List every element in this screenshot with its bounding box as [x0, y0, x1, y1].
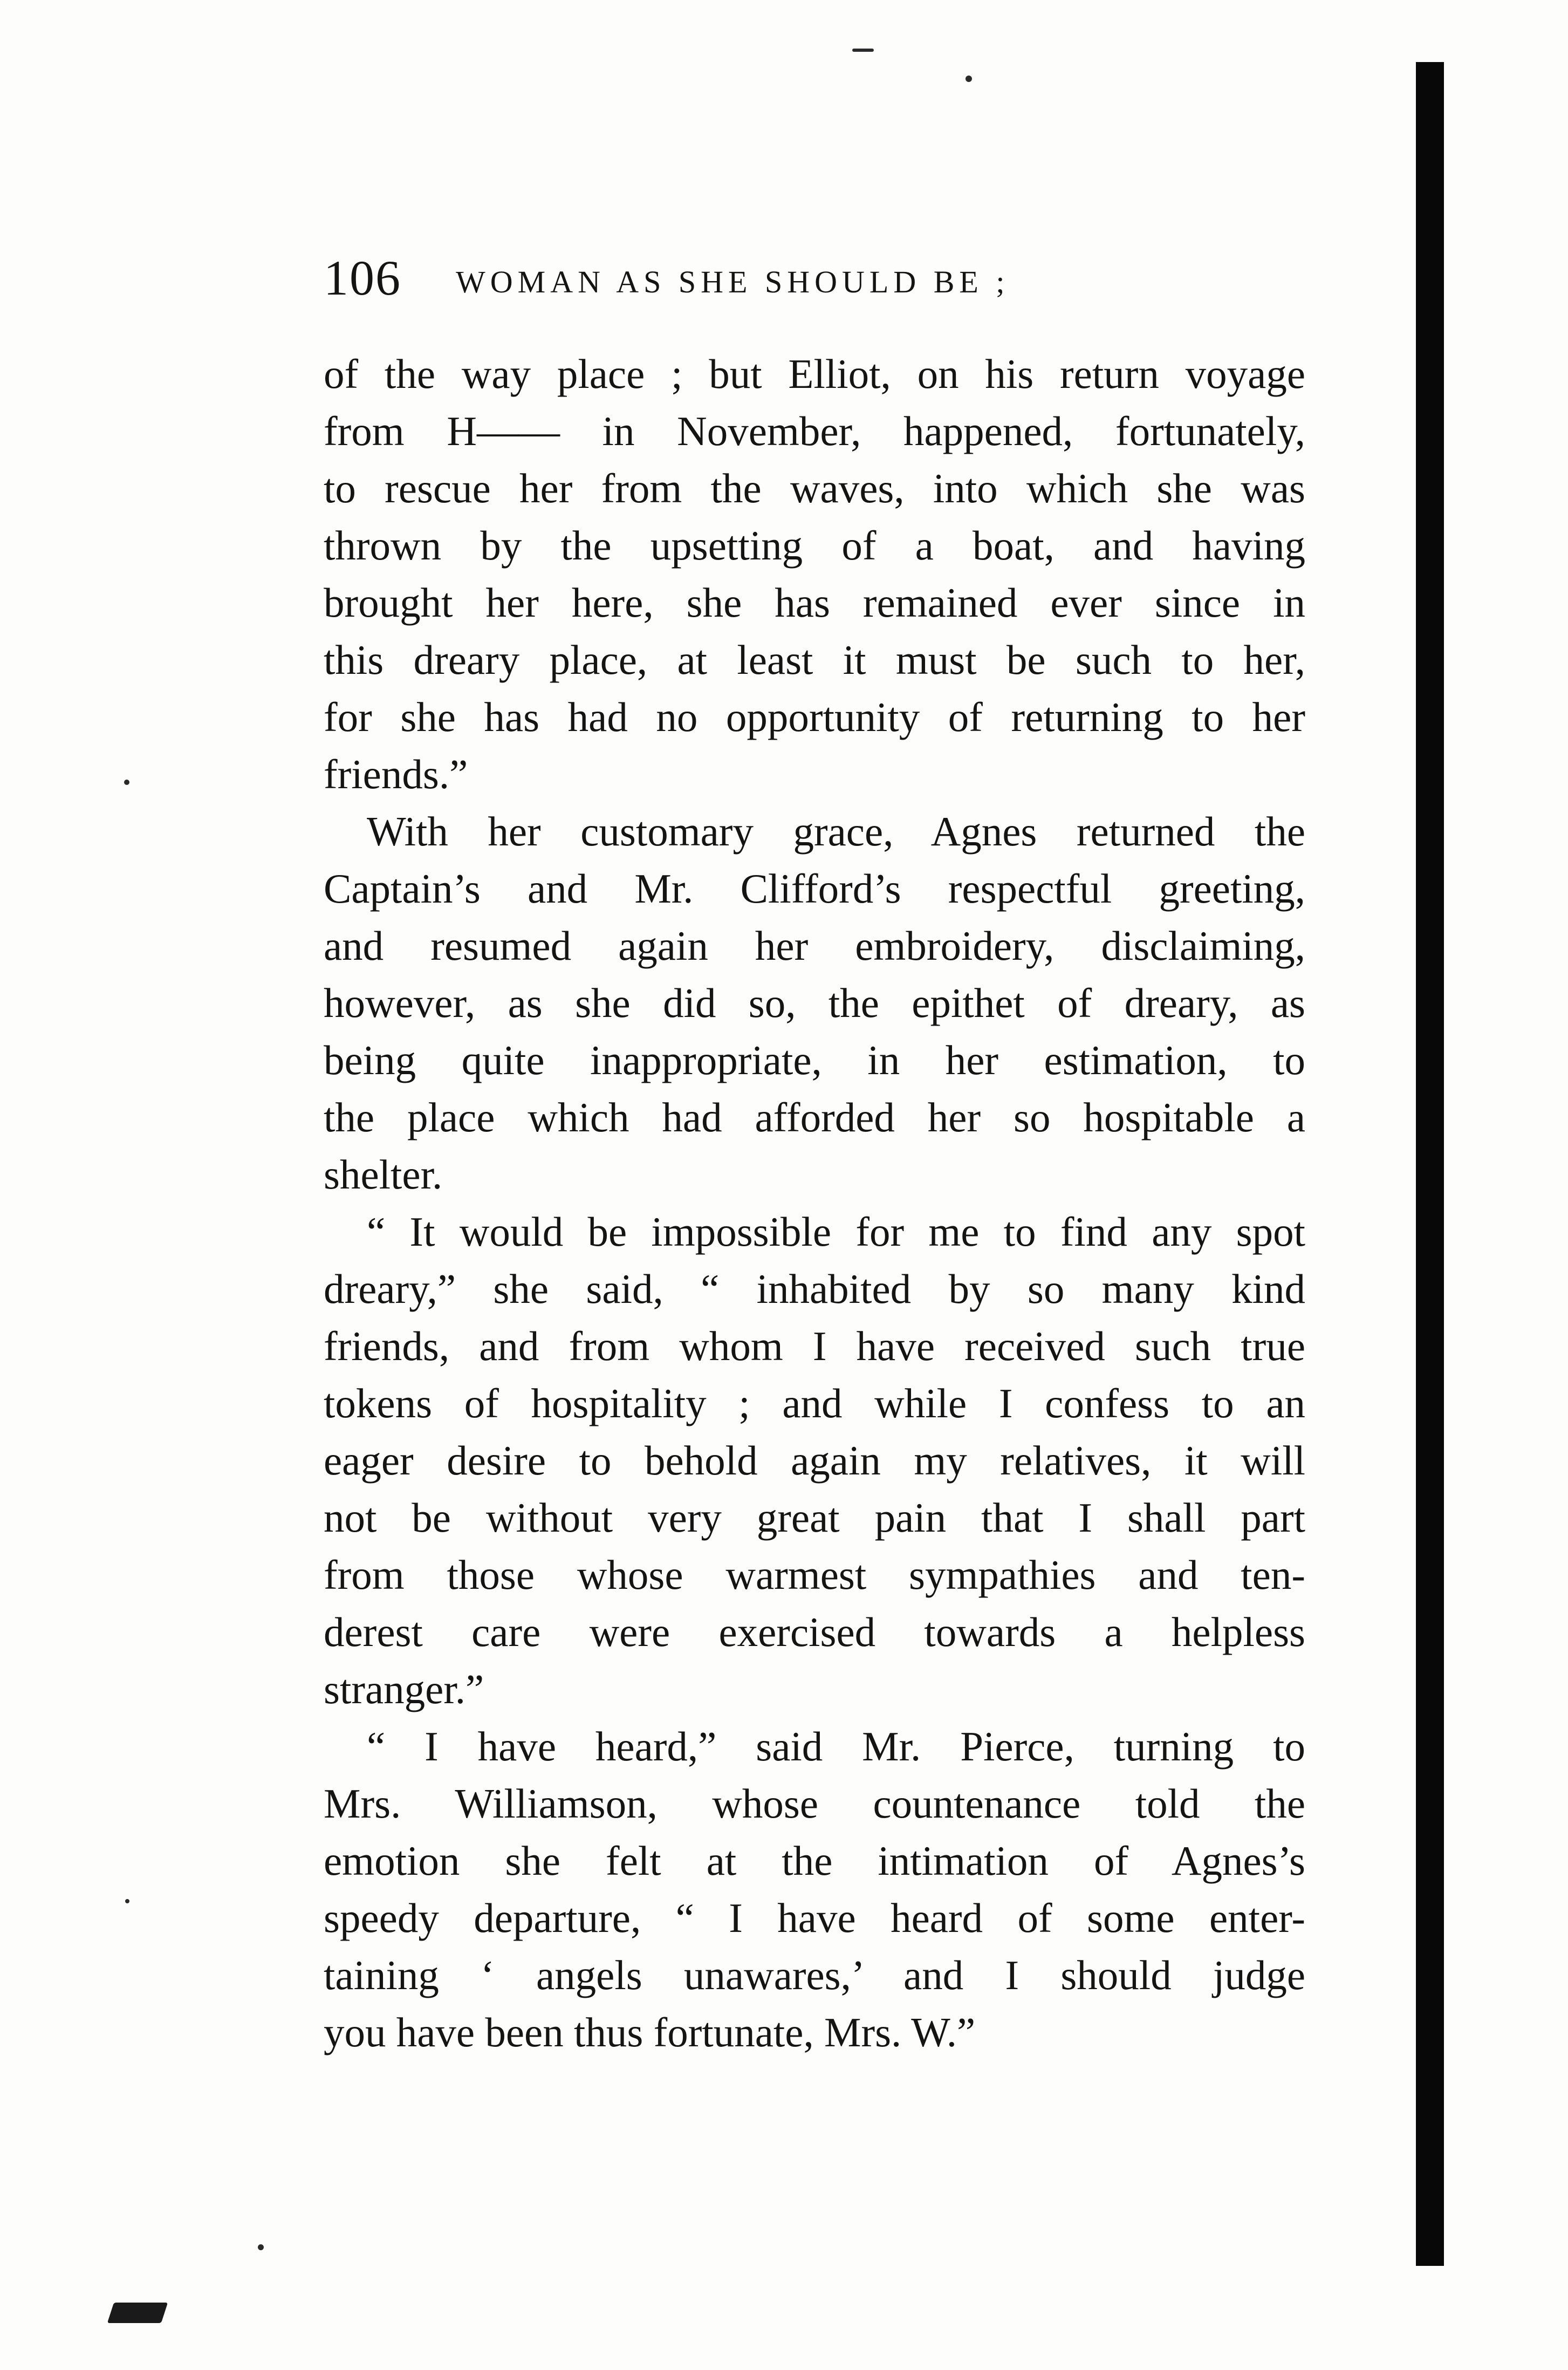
text-line: being quite inappropriate, in her estimation, to: [324, 1037, 1305, 1083]
paragraph-3: [324, 1203, 1305, 1718]
text-line: you have been thus fortunate, Mrs. W.”: [324, 2009, 976, 2055]
text-line: stranger.”: [324, 1666, 484, 1712]
text-line: “ It would be impossible for me to find any spot: [367, 1208, 1305, 1255]
text-line: eager desire to behold again my relatives, it will: [324, 1437, 1305, 1484]
text-line: brought her here, she has remained ever since in: [324, 579, 1305, 626]
text-line: “ I have heard,” said Mr. Pierce, turning to: [367, 1723, 1305, 1770]
text-line: of the way place ; but Elliot, on his return voyage: [324, 351, 1305, 397]
body-text: [324, 345, 1305, 2061]
scan-speck: [124, 780, 129, 785]
paragraph-4: [324, 1718, 1305, 2061]
text-line: derest care were exercised towards a helpless: [324, 1609, 1305, 1655]
running-head: WOMAN AS SHE SHOULD BE ;: [456, 264, 1010, 299]
text-line: emotion she felt at the intimation of Agnes’s: [324, 1838, 1305, 1884]
scan-speck: [966, 76, 972, 82]
text-line: this dreary place, at least it must be such to her,: [324, 637, 1305, 683]
text-line: thrown by the upsetting of a boat, and having: [324, 522, 1305, 569]
text-line: Mrs. Williamson, whose countenance told the: [324, 1780, 1305, 1827]
text-line: for she has had no opportunity of returning to her: [324, 694, 1305, 740]
text-line: shelter.: [324, 1151, 443, 1198]
text-line: from H—— in November, happened, fortunately,: [324, 408, 1305, 454]
text-line: friends, and from whom I have received such true: [324, 1323, 1305, 1369]
text-line: taining ‘ angels unawares,’ and I should judge: [324, 1952, 1305, 1998]
page-header: [324, 243, 1338, 313]
text-line: from those whose warmest sympathies and ten-: [324, 1552, 1305, 1598]
page-number: 106: [324, 250, 401, 305]
text-line: dreary,” she said, “ inhabited by so many kind: [324, 1266, 1305, 1312]
text-line: Captain’s and Mr. Clifford’s respectful greeting,: [324, 865, 1305, 912]
text-line: speedy departure, “ I have heard of some enter-: [324, 1895, 1305, 1941]
text-line: friends.”: [324, 751, 468, 797]
text-line: however, as she did so, the epithet of dreary, as: [324, 980, 1305, 1026]
text-line: to rescue her from the waves, into which she was: [324, 465, 1305, 511]
scan-corner-mark: [107, 2303, 168, 2323]
scan-speck: [852, 49, 874, 52]
text-line: the place which had afforded her so hospitable a: [324, 1094, 1305, 1140]
scan-speck: [125, 1899, 129, 1903]
text-line: tokens of hospitality ; and while I confess to an: [324, 1380, 1305, 1426]
text-line: With her customary grace, Agnes returned the: [367, 808, 1305, 855]
paragraph-1: [324, 345, 1305, 803]
text-line: and resumed again her embroidery, disclaiming,: [324, 923, 1305, 969]
scan-speck: [258, 2244, 264, 2250]
paragraph-2: [324, 803, 1305, 1203]
scan-edge-shadow: [1416, 62, 1444, 2266]
text-line: not be without very great pain that I shall part: [324, 1494, 1305, 1541]
